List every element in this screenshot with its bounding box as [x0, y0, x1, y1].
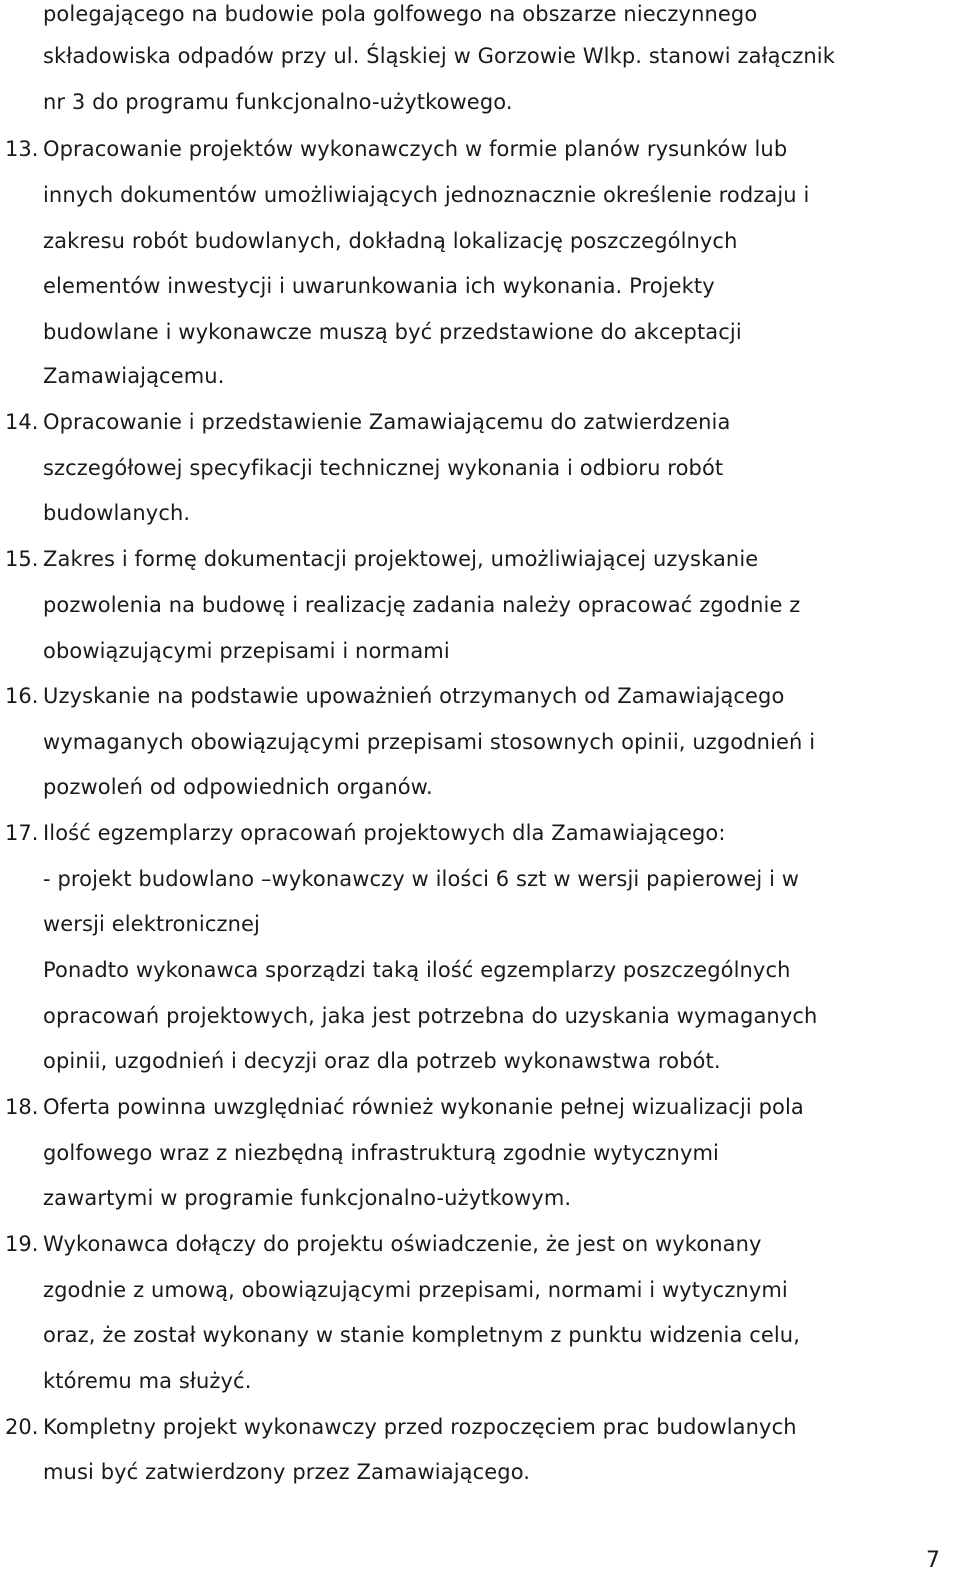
paragraph-line: wymaganych obowiązującymi przepisami stosownych opinii, uzgodnień i — [43, 730, 816, 754]
paragraph-line: zawartymi w programie funkcjonalno-użytkowym. — [43, 1186, 572, 1210]
item-number: 19. — [5, 1232, 39, 1256]
item-number: 16. — [5, 684, 39, 708]
paragraph-line: Oferta powinna uwzględniać również wykonanie pełnej wizualizacji pola — [43, 1095, 804, 1119]
paragraph-line: musi być zatwierdzony przez Zamawiającego. — [43, 1460, 531, 1484]
paragraph-line: Zamawiającemu. — [43, 364, 225, 388]
paragraph-line: Ponadto wykonawca sporządzi taką ilość egzemplarzy poszczególnych — [43, 958, 791, 982]
paragraph-line: Zakres i formę dokumentacji projektowej, umożliwiającej uzyskanie — [43, 547, 759, 571]
item-number: 14. — [5, 410, 39, 434]
paragraph-line: pozwoleń od odpowiednich organów. — [43, 775, 433, 799]
paragraph-line: nr 3 do programu funkcjonalno-użytkowego. — [43, 90, 513, 114]
paragraph-line: Wykonawca dołączy do projektu oświadczenie, że jest on wykonany — [43, 1232, 762, 1256]
paragraph-line: - projekt budowlano –wykonawczy w ilości 6 szt w wersji papierowej i w — [43, 867, 800, 891]
paragraph-line: któremu ma służyć. — [43, 1369, 252, 1393]
item-number: 20. — [5, 1415, 39, 1439]
item-number: 15. — [5, 547, 39, 571]
paragraph-line: innych dokumentów umożliwiających jednoznacznie określenie rodzaju i — [43, 183, 810, 207]
paragraph-line: budowlane i wykonawcze muszą być przedstawione do akceptacji — [43, 320, 742, 344]
paragraph-line: opracowań projektowych, jaka jest potrzebna do uzyskania wymaganych — [43, 1004, 818, 1028]
paragraph-line: opinii, uzgodnień i decyzji oraz dla potrzeb wykonawstwa robót. — [43, 1049, 721, 1073]
paragraph-line: składowiska odpadów przy ul. Śląskiej w Gorzowie Wlkp. stanowi załącznik — [43, 44, 836, 68]
paragraph-line: Opracowanie projektów wykonawczych w formie planów rysunków lub — [43, 137, 788, 161]
paragraph-line: Ilość egzemplarzy opracowań projektowych dla Zamawiającego: — [43, 821, 726, 845]
paragraph-line: Kompletny projekt wykonawczy przed rozpoczęciem prac budowlanych — [43, 1415, 797, 1439]
paragraph-line: obowiązującymi przepisami i normami — [43, 639, 450, 663]
paragraph-line: elementów inwestycji i uwarunkowania ich wykonania. Projekty — [43, 274, 715, 298]
paragraph-line: golfowego wraz z niezbędną infrastrukturą zgodnie wytycznymi — [43, 1141, 719, 1165]
page-number: 7 — [926, 1548, 940, 1573]
paragraph-line: budowlanych. — [43, 501, 191, 525]
paragraph-line: zakresu robót budowlanych, dokładną lokalizację poszczególnych — [43, 229, 738, 253]
item-number: 17. — [5, 821, 39, 845]
paragraph-line: Opracowanie i przedstawienie Zamawiającemu do zatwierdzenia — [43, 410, 731, 434]
paragraph-line: pozwolenia na budowę i realizację zadania należy opracować zgodnie z — [43, 593, 801, 617]
paragraph-line: szczegółowej specyfikacji technicznej wykonania i odbioru robót — [43, 456, 724, 480]
paragraph-line: oraz, że został wykonany w stanie kompletnym z punktu widzenia celu, — [43, 1323, 800, 1347]
item-number: 13. — [5, 137, 39, 161]
paragraph-line: polegającego na budowie pola golfowego na obszarze nieczynnego — [43, 2, 758, 26]
paragraph-line: zgodnie z umową, obowiązującymi przepisami, normami i wytycznymi — [43, 1278, 788, 1302]
item-number: 18. — [5, 1095, 39, 1119]
paragraph-line: Uzyskanie na podstawie upoważnień otrzymanych od Zamawiającego — [43, 684, 785, 708]
paragraph-line: wersji elektronicznej — [43, 912, 260, 936]
